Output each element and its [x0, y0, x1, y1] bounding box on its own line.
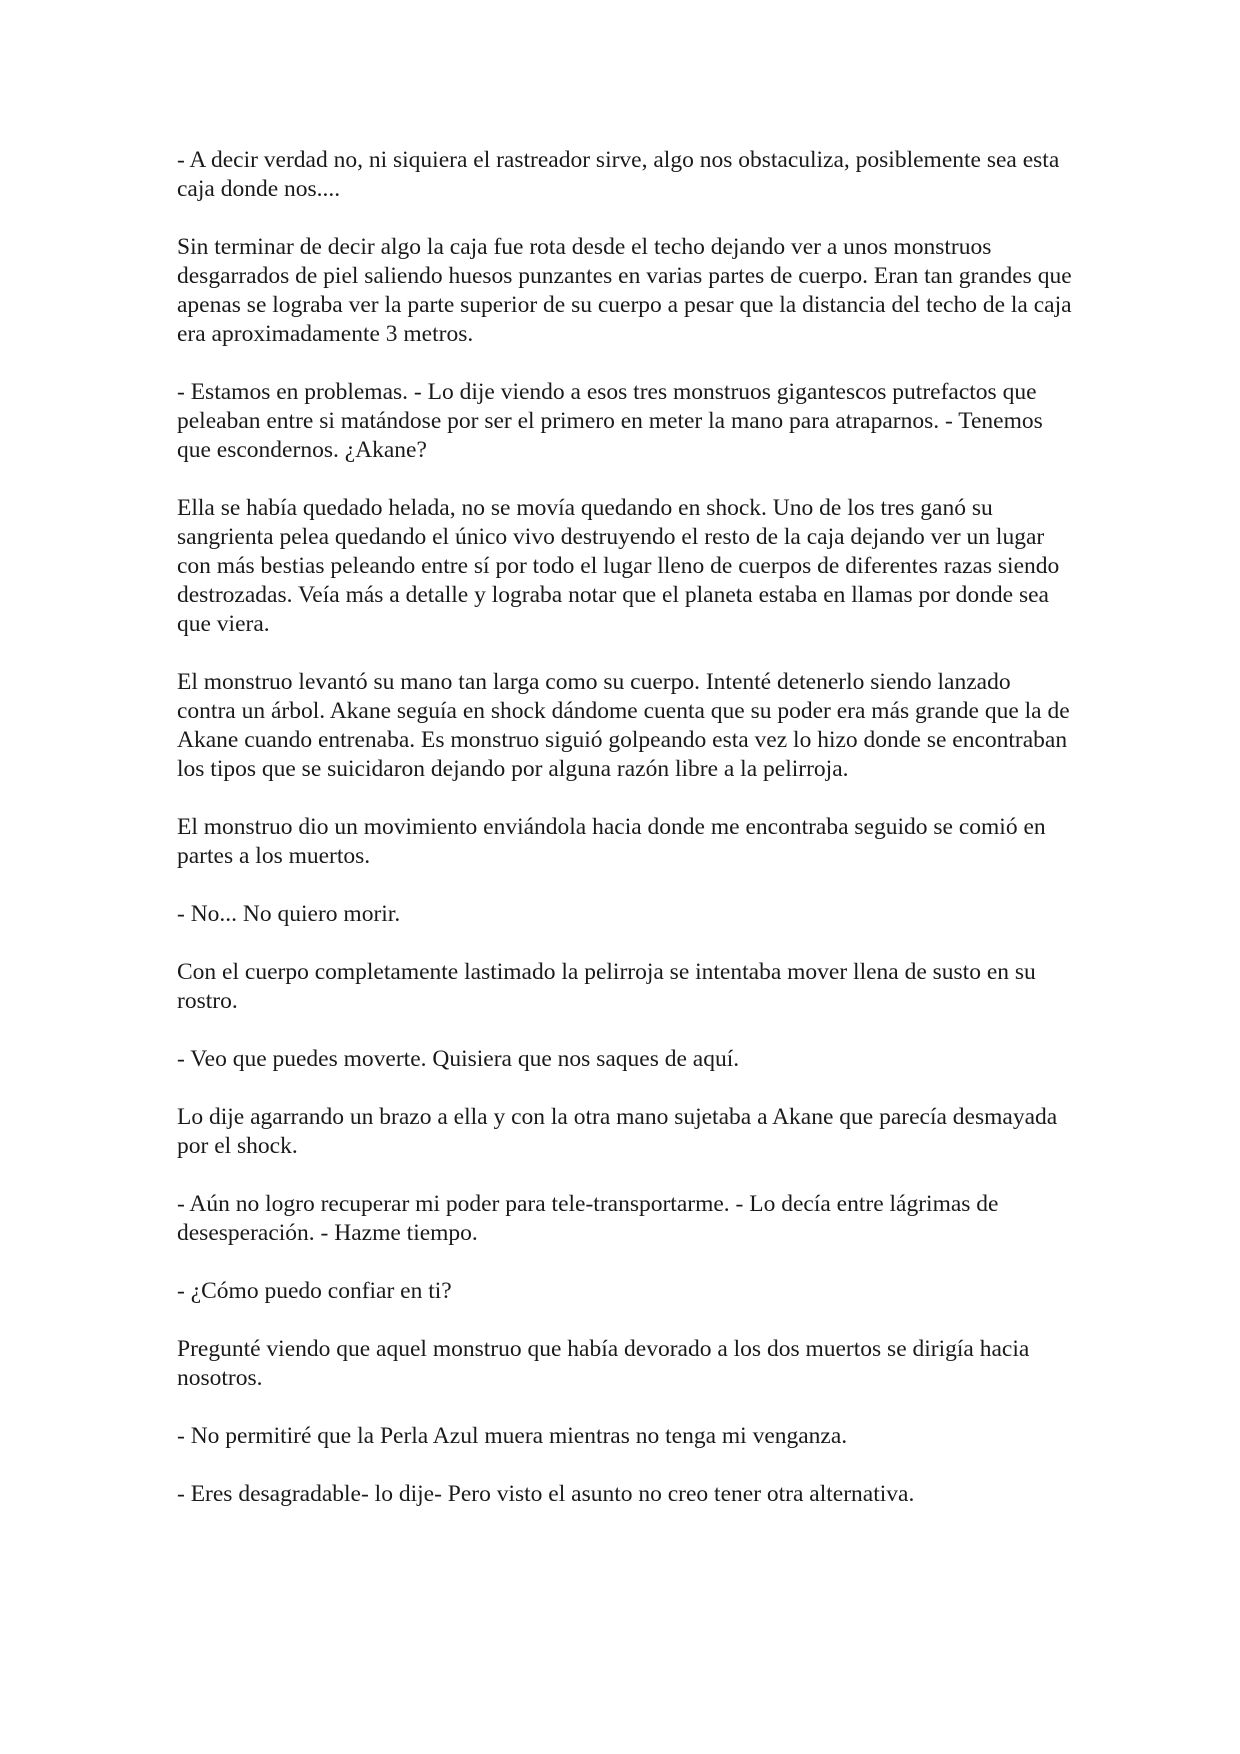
paragraph: El monstruo dio un movimiento enviándola hacia donde me encontraba seguido se comió en partes a los muertos.: [177, 814, 1046, 869]
paragraph: El monstruo levantó su mano tan larga como su cuerpo. Intenté detenerlo siendo lanzado contra un árbol. Akane seguía en shock dándome cuenta que su poder era más grande que la de Akane cuando entrenaba. Es monstruo siguió golpeando esta vez lo hizo donde se encontraban los tipos que se suicidaron dejando por alguna razón libre a la pelirroja.: [177, 669, 1070, 782]
paragraph: Pregunté viendo que aquel monstruo que había devorado a los dos muertos se dirigía hacia nosotros.: [177, 1336, 1030, 1391]
paragraph: Con el cuerpo completamente lastimado la pelirroja se intentaba mover llena de susto en su rostro.: [177, 959, 1036, 1014]
paragraph: - Eres desagradable- lo dije- Pero visto el asunto no creo tener otra alternativa.: [177, 1481, 915, 1507]
paragraph: - A decir verdad no, ni siquiera el rastreador sirve, algo nos obstaculiza, posiblemente sea esta caja donde nos....: [177, 147, 1060, 202]
paragraph: - No... No quiero morir.: [177, 901, 401, 927]
page-text-body: [177, 146, 1072, 1538]
paragraph: - Estamos en problemas. - Lo dije viendo a esos tres monstruos gigantescos putrefactos que peleaban entre si matándose por ser el primero en meter la mano para atraparnos. - Tenemos que escondernos. ¿Akane?: [177, 379, 1043, 463]
paragraph: Ella se había quedado helada, no se movía quedando en shock. Uno de los tres ganó su sangrienta pelea quedando el único vivo destruyendo el resto de la caja dejando ver un lugar con más bestias peleando entre sí por todo el lugar lleno de cuerpos de diferentes razas siendo destrozadas. Veía más a detalle y lograba notar que el planeta estaba en llamas por donde sea que viera.: [177, 495, 1060, 637]
paragraph: - Veo que puedes moverte. Quisiera que nos saques de aquí.: [177, 1046, 740, 1072]
paragraph: Lo dije agarrando un brazo a ella y con la otra mano sujetaba a Akane que parecía desmayada por el shock.: [177, 1104, 1058, 1159]
paragraph: - ¿Cómo puedo confiar en ti?: [177, 1278, 452, 1304]
paragraph: - No permitiré que la Perla Azul muera mientras no tenga mi venganza.: [177, 1423, 848, 1449]
paragraph: - Aún no logro recuperar mi poder para tele-transportarme. - Lo decía entre lágrimas de desesperación. - Hazme tiempo.: [177, 1191, 999, 1246]
paragraph: Sin terminar de decir algo la caja fue rota desde el techo dejando ver a unos monstruos desgarrados de piel saliendo huesos punzantes en varias partes de cuerpo. Eran tan grandes que apenas se lograba ver la parte superior de su cuerpo a pesar que la distancia del techo de la caja era aproximadamente 3 metros.: [177, 234, 1072, 347]
